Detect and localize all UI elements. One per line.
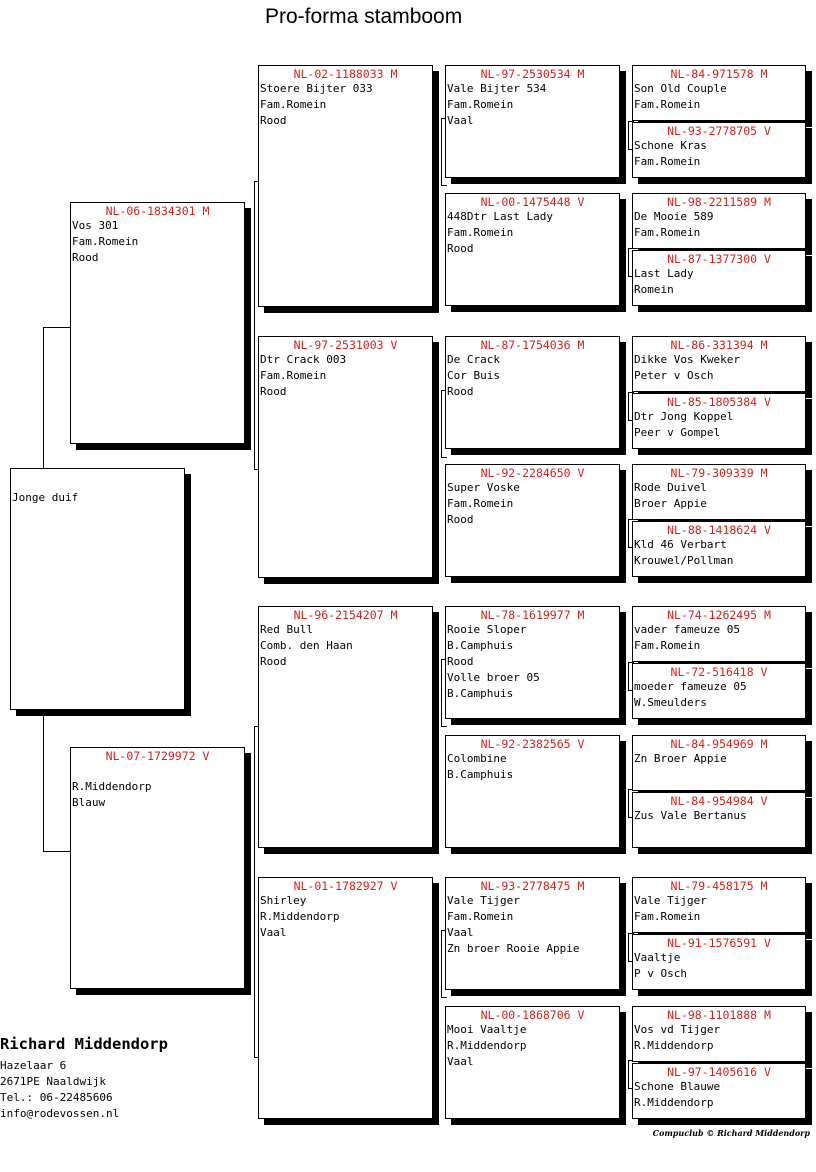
pigeon-info-line: R.Middendorp [447,1039,527,1052]
pigeon-info-line: Vaaltje [634,951,681,964]
pigeon-info-line: Romein [634,283,674,296]
pigeon-info-line: Last Lady [634,267,694,280]
pigeon-info-line: Fam.Romein [447,226,514,239]
pigeon-info-line: Fam.Romein [634,98,701,111]
pigeon-info-line: Vale Tijger [634,894,707,907]
dam-card [70,747,245,989]
pigeon-info-line: Peter v Osch [634,369,714,382]
page-title: Pro-forma stamboom [265,5,463,28]
pigeon-info-line: R.Middendorp [260,910,340,923]
pigeon-info-line: Rood [72,251,99,264]
ring-number: NL-93-2778475 M [480,879,585,893]
owner-email: info@rodevossen.nl [0,1107,120,1120]
great-great-grandparent-card [632,193,806,249]
pigeon-info-line: moeder fameuze 05 [634,680,747,693]
pigeon-info-line: Comb. den Haan [260,639,353,652]
connector-line [43,711,72,852]
pigeon-info-line: Vaal [447,1055,474,1068]
owner-city: 2671PE Naaldwijk [0,1075,106,1088]
pigeon-info-line: Fam.Romein [634,155,701,168]
subject-card [10,468,185,710]
ring-number: NL-78-1619977 M [480,608,585,622]
ring-number: NL-92-2284650 V [480,466,585,480]
grandparent-card [258,606,433,848]
pigeon-info-line: De Crack [447,353,500,366]
pigeon-info-line: Fam.Romein [634,910,701,923]
pigeon-info-line: P v Osch [634,967,687,980]
pigeon-info-line: Fam.Romein [447,98,514,111]
pigeon-info-line: Broer Appie [634,497,707,510]
pigeon-info-line: R.Middendorp [634,1039,714,1052]
ring-number: NL-85-1805384 V [667,395,771,409]
owner-street: Hazelaar 6 [0,1059,67,1072]
pigeon-info-line: Rood [447,513,474,526]
footer-credit: Compuclub © Richard Middendorp [652,1128,810,1138]
pigeon-info-line: Mooi Vaaltje [447,1023,527,1036]
ring-number: NL-91-1576591 V [667,936,771,950]
pigeon-info-line: De Mooie 589 [634,210,714,223]
pigeon-info-line: Colombine [447,752,507,765]
pigeon-info-line: R.Middendorp [72,780,152,793]
great-grandparent-card [445,735,620,848]
ring-number: NL-98-1101888 M [667,1008,771,1022]
pigeon-info-line: Fam.Romein [447,497,514,510]
ring-number: NL-72-516418 V [670,665,768,679]
owner-address [0,1034,168,1122]
ring-number: NL-96-2154207 M [293,608,398,622]
great-grandparent-card [445,65,620,178]
grandparent-card [258,336,433,578]
great-grandparent-card [445,336,620,449]
great-great-grandparent-card [632,336,806,392]
great-great-grandparent-card [632,792,806,848]
pigeon-info-line: Cor Buis [447,369,500,382]
pigeon-info-line: Vale Bijter 534 [447,82,547,95]
pigeon-info-line: Schone Blauwe [634,1080,721,1093]
ring-number: NL-79-458175 M [670,879,768,893]
ring-number: NL-74-1262495 M [667,608,771,622]
pigeon-info-line: Fam.Romein [447,910,514,923]
pigeon-info-line: Rood [260,114,287,127]
pigeon-info-line: Zn broer Rooie Appie [447,942,580,955]
great-great-grandparent-card [632,521,806,577]
pigeon-info-line: Peer v Gompel [634,426,721,439]
empty-line [71,763,244,779]
pigeon-info-line: Dikke Vos Kweker [634,353,740,366]
pigeon-info-line: Fam.Romein [72,235,139,248]
ring-number: NL-97-1405616 V [667,1065,771,1079]
pigeon-info-line: B.Camphuis [447,687,514,700]
pigeon-info-line: Fam.Romein [260,98,327,111]
ring-number: NL-06-1834301 M [105,204,210,218]
ring-number: NL-84-971578 M [670,67,768,81]
pigeon-info-line: Vaal [260,926,287,939]
pigeon-info-line: Blauw [72,796,106,809]
pigeon-info-line: Vos 301 [72,219,119,232]
great-great-grandparent-card [632,877,806,933]
ring-number: NL-92-2382565 V [480,737,585,751]
great-grandparent-card [445,877,620,990]
subject-label: Jonge duif [12,491,79,504]
ring-number: NL-00-1868706 V [480,1008,585,1022]
pigeon-info-line: Vaal [447,926,474,939]
connector-line [43,327,72,470]
great-great-grandparent-card [632,606,806,662]
pigeon-info-line: Red Bull [260,623,313,636]
great-great-grandparent-card [632,1063,806,1119]
pigeon-info-line: R.Middendorp [634,1096,714,1109]
ring-number: NL-00-1475448 V [480,195,585,209]
great-great-grandparent-card [632,735,806,791]
pigeon-info-line: Vos vd Tijger [634,1023,721,1036]
pigeon-info-line: Rode Duivel [634,481,707,494]
pigeon-info-line: Dtr Jong Koppel [634,410,734,423]
ring-number: NL-97-2530534 M [480,67,585,81]
great-great-grandparent-card [632,65,806,121]
great-great-grandparent-card [632,934,806,990]
ring-number: NL-98-2211589 M [667,195,771,209]
pigeon-info-line: Rood [447,242,474,255]
ring-number: NL-01-1782927 V [293,879,398,893]
pigeon-info-line: Son Old Couple [634,82,727,95]
great-grandparent-card [445,606,620,719]
pigeon-info-line: W.Smeulders [634,696,707,709]
pigeon-info-line: vader fameuze 05 [634,623,740,636]
pigeon-info-line: Rooie Sloper [447,623,527,636]
pigeon-info-line: Super Voske [447,481,520,494]
ring-number: NL-02-1188033 M [293,67,398,81]
ring-number: NL-79-309339 M [670,466,768,480]
sire-card [70,202,245,444]
pigeon-info-line: Rood [447,385,474,398]
great-grandparent-card [445,464,620,577]
pigeon-info-line: Fam.Romein [260,369,327,382]
pigeon-info-line: Schone Kras [634,139,707,152]
great-great-grandparent-card [632,393,806,449]
ring-number: NL-87-1377300 V [667,252,771,266]
grandparent-card [258,877,433,1119]
ring-number: NL-07-1729972 V [105,749,210,763]
great-grandparent-card [445,1006,620,1119]
ring-number: NL-93-2778705 V [667,124,771,138]
pigeon-info-line: Vale Tijger [447,894,520,907]
pigeon-info-line: Volle broer 05 [447,671,540,684]
pigeon-info-line: Stoere Bijter 033 [260,82,373,95]
pigeon-info-line: Fam.Romein [634,226,701,239]
owner-name: Richard Middendorp [0,1035,168,1053]
pigeon-info-line: Rood [260,655,287,668]
owner-phone: Tel.: 06-22485606 [0,1091,113,1104]
great-great-grandparent-card [632,663,806,719]
grandparent-card [258,65,433,307]
ring-number: NL-84-954969 M [670,737,768,751]
pigeon-info-line: Fam.Romein [634,639,701,652]
ring-number: NL-87-1754036 M [480,338,585,352]
pigeon-info-line: Vaal [447,114,474,127]
pigeon-info-line: Shirley [260,894,307,907]
pigeon-info-line: B.Camphuis [447,639,514,652]
great-great-grandparent-card [632,122,806,178]
great-great-grandparent-card [632,1006,806,1062]
great-grandparent-card [445,193,620,306]
ring-number: NL-88-1418624 V [667,523,771,537]
ring-number: NL-97-2531003 V [293,338,398,352]
pigeon-info-line: B.Camphuis [447,768,514,781]
pigeon-info-line: Dtr Crack 003 [260,353,347,366]
ring-number: NL-84-954984 V [670,794,768,808]
pigeon-info-line: 448Dtr Last Lady [447,210,553,223]
pigeon-info-line: Rood [447,655,474,668]
pigeon-info-line: Zn Broer Appie [634,752,727,765]
ring-number: NL-86-331394 M [670,338,768,352]
great-great-grandparent-card [632,464,806,520]
pigeon-info-line: Zus Vale Bertanus [634,809,747,822]
pigeon-info-line: Krouwel/Pollman [634,554,734,567]
pigeon-info-line: Rood [260,385,287,398]
pigeon-info-line: Kld 46 Verbart [634,538,727,551]
great-great-grandparent-card [632,250,806,306]
